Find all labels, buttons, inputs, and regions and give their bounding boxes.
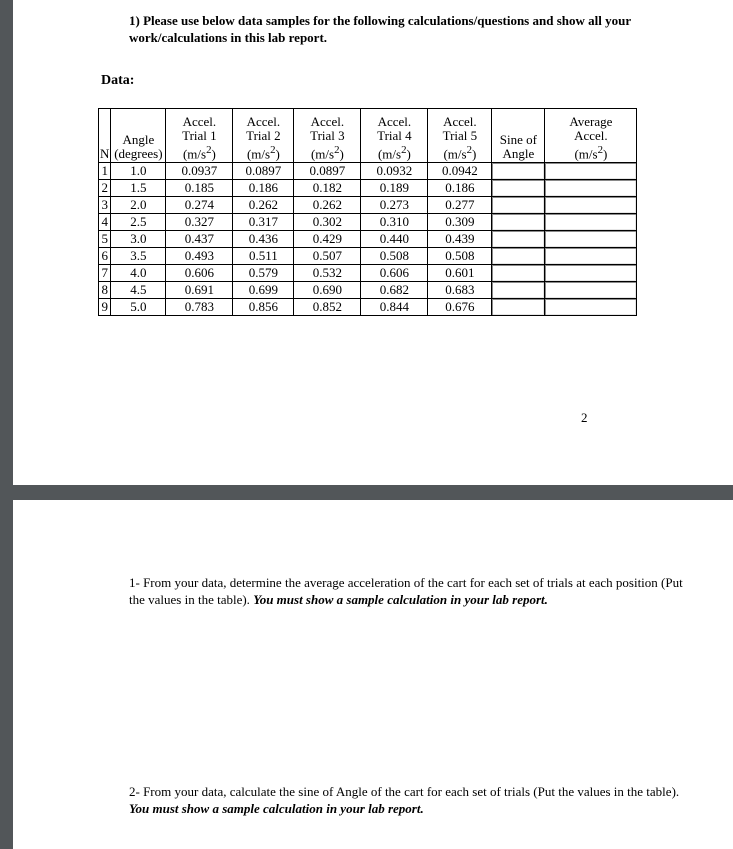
average-input-cell[interactable]	[545, 231, 637, 248]
header-trial: Accel. Trial 5 $(m/s^2)$	[428, 109, 492, 163]
sine-input-cell[interactable]	[492, 231, 545, 248]
table-row	[99, 248, 637, 265]
cell-accel: 0.532	[294, 265, 361, 282]
table-row	[99, 163, 637, 180]
table-row	[99, 299, 637, 316]
cell-accel: 0.0897	[233, 163, 294, 180]
table-row	[99, 282, 637, 299]
cell-accel: 0.0942	[428, 163, 492, 180]
cell-n: 4	[99, 214, 111, 231]
cell-angle: 2.0	[111, 197, 166, 214]
average-input-cell[interactable]	[545, 197, 637, 214]
data-label: Data:	[101, 73, 135, 88]
cell-accel: 0.429	[294, 231, 361, 248]
question-2-emphasis: You must show a sample calculation in your lab report.	[129, 801, 424, 816]
header-average: Average Accel. $(m/s^2)$	[545, 109, 637, 163]
cell-accel: 0.0897	[294, 163, 361, 180]
cell-accel: 0.783	[166, 299, 233, 316]
sine-input-cell[interactable]	[492, 197, 545, 214]
cell-angle: 2.5	[111, 214, 166, 231]
cell-n: 5	[99, 231, 111, 248]
question-2: 2- From your data, calculate the sine of Angle of the cart for each set of trials (Put the values in the table). You must show a sample calculation in your lab report.	[129, 784, 680, 816]
header-trial: Accel. Trial 1 $(m/s^2)$	[166, 109, 233, 163]
sine-input-cell[interactable]	[492, 299, 545, 316]
average-input-cell[interactable]	[545, 248, 637, 265]
cell-angle: 3.0	[111, 231, 166, 248]
cell-accel: 0.189	[361, 180, 428, 197]
cell-accel: 0.683	[428, 282, 492, 299]
cell-angle: 4.5	[111, 282, 166, 299]
cell-n: 8	[99, 282, 111, 299]
instructions-heading: 1) Please use below data samples for the following calculations/questions and show all your work/calculations in this lab report.	[129, 13, 631, 45]
cell-accel: 0.579	[233, 265, 294, 282]
cell-accel: 0.507	[294, 248, 361, 265]
table-row	[99, 197, 637, 214]
header-angle: Angle (degrees)	[111, 109, 166, 163]
cell-angle: 1.5	[111, 180, 166, 197]
sine-input-cell[interactable]	[492, 214, 545, 231]
table-row	[99, 265, 637, 282]
average-input-cell[interactable]	[545, 265, 637, 282]
cell-accel: 0.302	[294, 214, 361, 231]
average-input-cell[interactable]	[545, 163, 637, 180]
table-header-row	[99, 109, 637, 163]
cell-accel: 0.699	[233, 282, 294, 299]
cell-n: 9	[99, 299, 111, 316]
header-sine: Sine of Angle	[492, 109, 545, 163]
cell-accel: 0.676	[428, 299, 492, 316]
cell-accel: 0.186	[428, 180, 492, 197]
cell-accel: 0.309	[428, 214, 492, 231]
average-input-cell[interactable]	[545, 299, 637, 316]
sine-input-cell[interactable]	[492, 248, 545, 265]
cell-angle: 4.0	[111, 265, 166, 282]
document-page-1	[13, 0, 733, 485]
table-row	[99, 214, 637, 231]
cell-n: 3	[99, 197, 111, 214]
cell-accel: 0.273	[361, 197, 428, 214]
cell-accel: 0.856	[233, 299, 294, 316]
cell-accel: 0.690	[294, 282, 361, 299]
cell-n: 7	[99, 265, 111, 282]
cell-accel: 0.327	[166, 214, 233, 231]
cell-accel: 0.852	[294, 299, 361, 316]
cell-accel: 0.317	[233, 214, 294, 231]
cell-accel: 0.277	[428, 197, 492, 214]
cell-accel: 0.691	[166, 282, 233, 299]
sine-input-cell[interactable]	[492, 282, 545, 299]
cell-accel: 0.0937	[166, 163, 233, 180]
cell-accel: 0.439	[428, 231, 492, 248]
table-row	[99, 231, 637, 248]
cell-accel: 0.310	[361, 214, 428, 231]
cell-accel: 0.436	[233, 231, 294, 248]
cell-accel: 0.606	[361, 265, 428, 282]
average-input-cell[interactable]	[545, 180, 637, 197]
header-n: N	[99, 109, 111, 163]
cell-accel: 0.511	[233, 248, 294, 265]
cell-n: 1	[99, 163, 111, 180]
cell-accel: 0.186	[233, 180, 294, 197]
cell-accel: 0.601	[428, 265, 492, 282]
cell-accel: 0.262	[233, 197, 294, 214]
cell-accel: 0.0932	[361, 163, 428, 180]
cell-accel: 0.844	[361, 299, 428, 316]
data-table	[98, 108, 637, 316]
header-trial: Accel. Trial 3 $(m/s^2)$	[294, 109, 361, 163]
cell-angle: 1.0	[111, 163, 166, 180]
page-number: 2	[581, 410, 588, 425]
cell-accel: 0.262	[294, 197, 361, 214]
cell-angle: 3.5	[111, 248, 166, 265]
cell-accel: 0.508	[361, 248, 428, 265]
cell-accel: 0.508	[428, 248, 492, 265]
question-1-emphasis: You must show a sample calculation in your lab report.	[253, 592, 548, 607]
cell-accel: 0.437	[166, 231, 233, 248]
question-1: 1- From your data, determine the average acceleration of the cart for each set of trials at each position (Put the values in the table). You must show a sample calculation in your lab report.	[129, 575, 683, 607]
cell-angle: 5.0	[111, 299, 166, 316]
cell-accel: 0.440	[361, 231, 428, 248]
cell-accel: 0.185	[166, 180, 233, 197]
cell-n: 6	[99, 248, 111, 265]
table-row	[99, 180, 637, 197]
header-trial: Accel. Trial 2 $(m/s^2)$	[233, 109, 294, 163]
document-page-2	[13, 500, 733, 849]
average-input-cell[interactable]	[545, 214, 637, 231]
sine-input-cell[interactable]	[492, 180, 545, 197]
cell-n: 2	[99, 180, 111, 197]
average-input-cell[interactable]	[545, 282, 637, 299]
sine-input-cell[interactable]	[492, 265, 545, 282]
sine-input-cell[interactable]	[492, 163, 545, 180]
header-trial: Accel. Trial 4 $(m/s^2)$	[361, 109, 428, 163]
cell-accel: 0.274	[166, 197, 233, 214]
cell-accel: 0.682	[361, 282, 428, 299]
cell-accel: 0.606	[166, 265, 233, 282]
cell-accel: 0.493	[166, 248, 233, 265]
cell-accel: 0.182	[294, 180, 361, 197]
